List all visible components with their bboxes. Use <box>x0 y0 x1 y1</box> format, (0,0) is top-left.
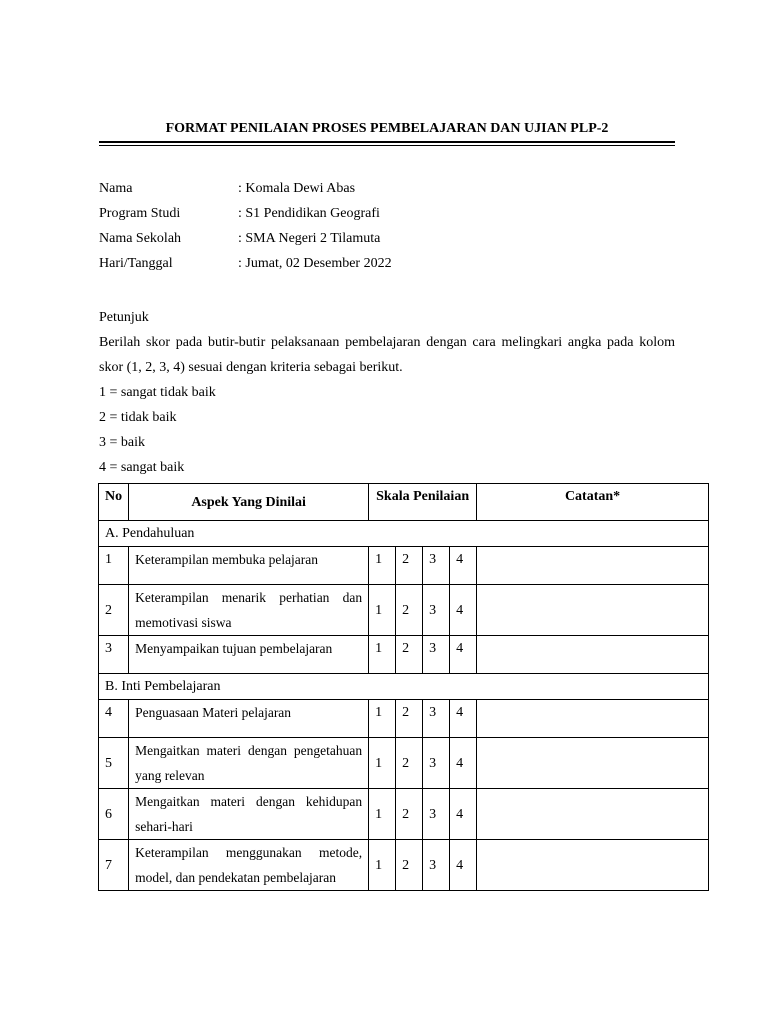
row-no: 1 <box>99 547 129 585</box>
score-option[interactable]: 4 <box>450 738 477 789</box>
score-option[interactable]: 1 <box>369 547 396 585</box>
notes-cell[interactable] <box>477 789 709 840</box>
row-no: 7 <box>99 840 129 891</box>
score-option[interactable]: 2 <box>396 585 423 636</box>
instructions-body: Berilah skor pada butir-butir pelaksanaan pembelajaran dengan cara melingkari angka pada kolom skor (1, 2, 3, 4) sesuai dengan kriteria sebagai berikut. <box>99 335 675 375</box>
row-aspect: Mengaitkan materi dengan kehidupan sehari-hari <box>129 789 369 840</box>
table-row <box>99 840 709 891</box>
identity-row-school <box>99 230 392 255</box>
criteria-item: 3 = baik <box>99 435 145 450</box>
table-row <box>99 547 709 585</box>
section-row <box>99 521 709 547</box>
score-option[interactable]: 3 <box>423 636 450 674</box>
score-option[interactable]: 4 <box>450 636 477 674</box>
notes-cell[interactable] <box>477 547 709 585</box>
table-row <box>99 738 709 789</box>
identity-value: : S1 Pendidikan Geografi <box>238 206 380 221</box>
score-option[interactable]: 3 <box>423 585 450 636</box>
score-option[interactable]: 3 <box>423 738 450 789</box>
score-option[interactable]: 3 <box>423 840 450 891</box>
table-row <box>99 700 709 738</box>
notes-cell[interactable] <box>477 636 709 674</box>
score-option[interactable]: 3 <box>423 547 450 585</box>
section-title: B. Inti Pembelajaran <box>99 674 709 700</box>
table-row <box>99 585 709 636</box>
criteria-item: 1 = sangat tidak baik <box>99 385 216 400</box>
identity-row-name <box>99 180 392 205</box>
row-aspect: Keterampilan menggunakan metode, model, dan pendekatan pembelajaran <box>129 840 369 891</box>
title-underline <box>99 141 675 146</box>
identity-label: Program Studi <box>99 206 181 221</box>
row-no: 4 <box>99 700 129 738</box>
instructions-heading: Petunjuk <box>99 310 149 325</box>
score-option[interactable]: 4 <box>450 585 477 636</box>
score-option[interactable]: 1 <box>369 738 396 789</box>
row-aspect: Mengaitkan materi dengan pengetahuan yang relevan <box>129 738 369 789</box>
assessment-table <box>98 483 709 891</box>
row-no: 2 <box>99 585 129 636</box>
identity-value: : Komala Dewi Abas <box>238 181 356 196</box>
score-option[interactable]: 2 <box>396 840 423 891</box>
notes-cell[interactable] <box>477 738 709 789</box>
identity-row-program <box>99 205 392 230</box>
row-no: 6 <box>99 789 129 840</box>
identity-label: Hari/Tanggal <box>99 256 173 271</box>
notes-cell[interactable] <box>477 585 709 636</box>
score-option[interactable]: 1 <box>369 585 396 636</box>
identity-block <box>99 180 392 280</box>
identity-label: Nama <box>99 181 133 196</box>
score-option[interactable]: 2 <box>396 636 423 674</box>
score-option[interactable]: 3 <box>423 700 450 738</box>
criteria-item: 4 = sangat baik <box>99 460 185 475</box>
score-option[interactable]: 4 <box>450 789 477 840</box>
notes-cell[interactable] <box>477 700 709 738</box>
row-aspect: Menyampaikan tujuan pembelajaran <box>129 636 369 674</box>
row-aspect: Penguasaan Materi pelajaran <box>129 700 369 738</box>
row-no: 5 <box>99 738 129 789</box>
header-aspect: Aspek Yang Dinilai <box>129 484 369 521</box>
section-row <box>99 674 709 700</box>
score-option[interactable]: 1 <box>369 700 396 738</box>
score-option[interactable]: 2 <box>396 738 423 789</box>
score-option[interactable]: 1 <box>369 636 396 674</box>
table-row <box>99 636 709 674</box>
section-title: A. Pendahuluan <box>99 521 709 547</box>
score-option[interactable]: 3 <box>423 789 450 840</box>
document-title: FORMAT PENILAIAN PROSES PEMBELAJARAN DAN UJIAN PLP-2 <box>165 121 609 136</box>
header-notes: Catatan* <box>477 484 709 521</box>
notes-cell[interactable] <box>477 840 709 891</box>
score-option[interactable]: 1 <box>369 840 396 891</box>
score-option[interactable]: 4 <box>450 547 477 585</box>
score-option[interactable]: 1 <box>369 789 396 840</box>
header-no: No <box>99 484 129 521</box>
row-aspect: Keterampilan menarik perhatian dan memotivasi siswa <box>129 585 369 636</box>
identity-row-date <box>99 255 392 280</box>
score-option[interactable]: 4 <box>450 840 477 891</box>
identity-value: : SMA Negeri 2 Tilamuta <box>238 231 381 246</box>
identity-value: : Jumat, 02 Desember 2022 <box>238 256 392 271</box>
instructions-block <box>99 305 675 480</box>
row-no: 3 <box>99 636 129 674</box>
identity-label: Nama Sekolah <box>99 231 182 246</box>
table-header-row <box>99 484 709 521</box>
row-aspect: Keterampilan membuka pelajaran <box>129 547 369 585</box>
header-scale: Skala Penilaian <box>369 484 477 521</box>
table-row <box>99 789 709 840</box>
score-option[interactable]: 4 <box>450 700 477 738</box>
score-option[interactable]: 2 <box>396 789 423 840</box>
score-option[interactable]: 2 <box>396 700 423 738</box>
score-option[interactable]: 2 <box>396 547 423 585</box>
criteria-item: 2 = tidak baik <box>99 410 177 425</box>
